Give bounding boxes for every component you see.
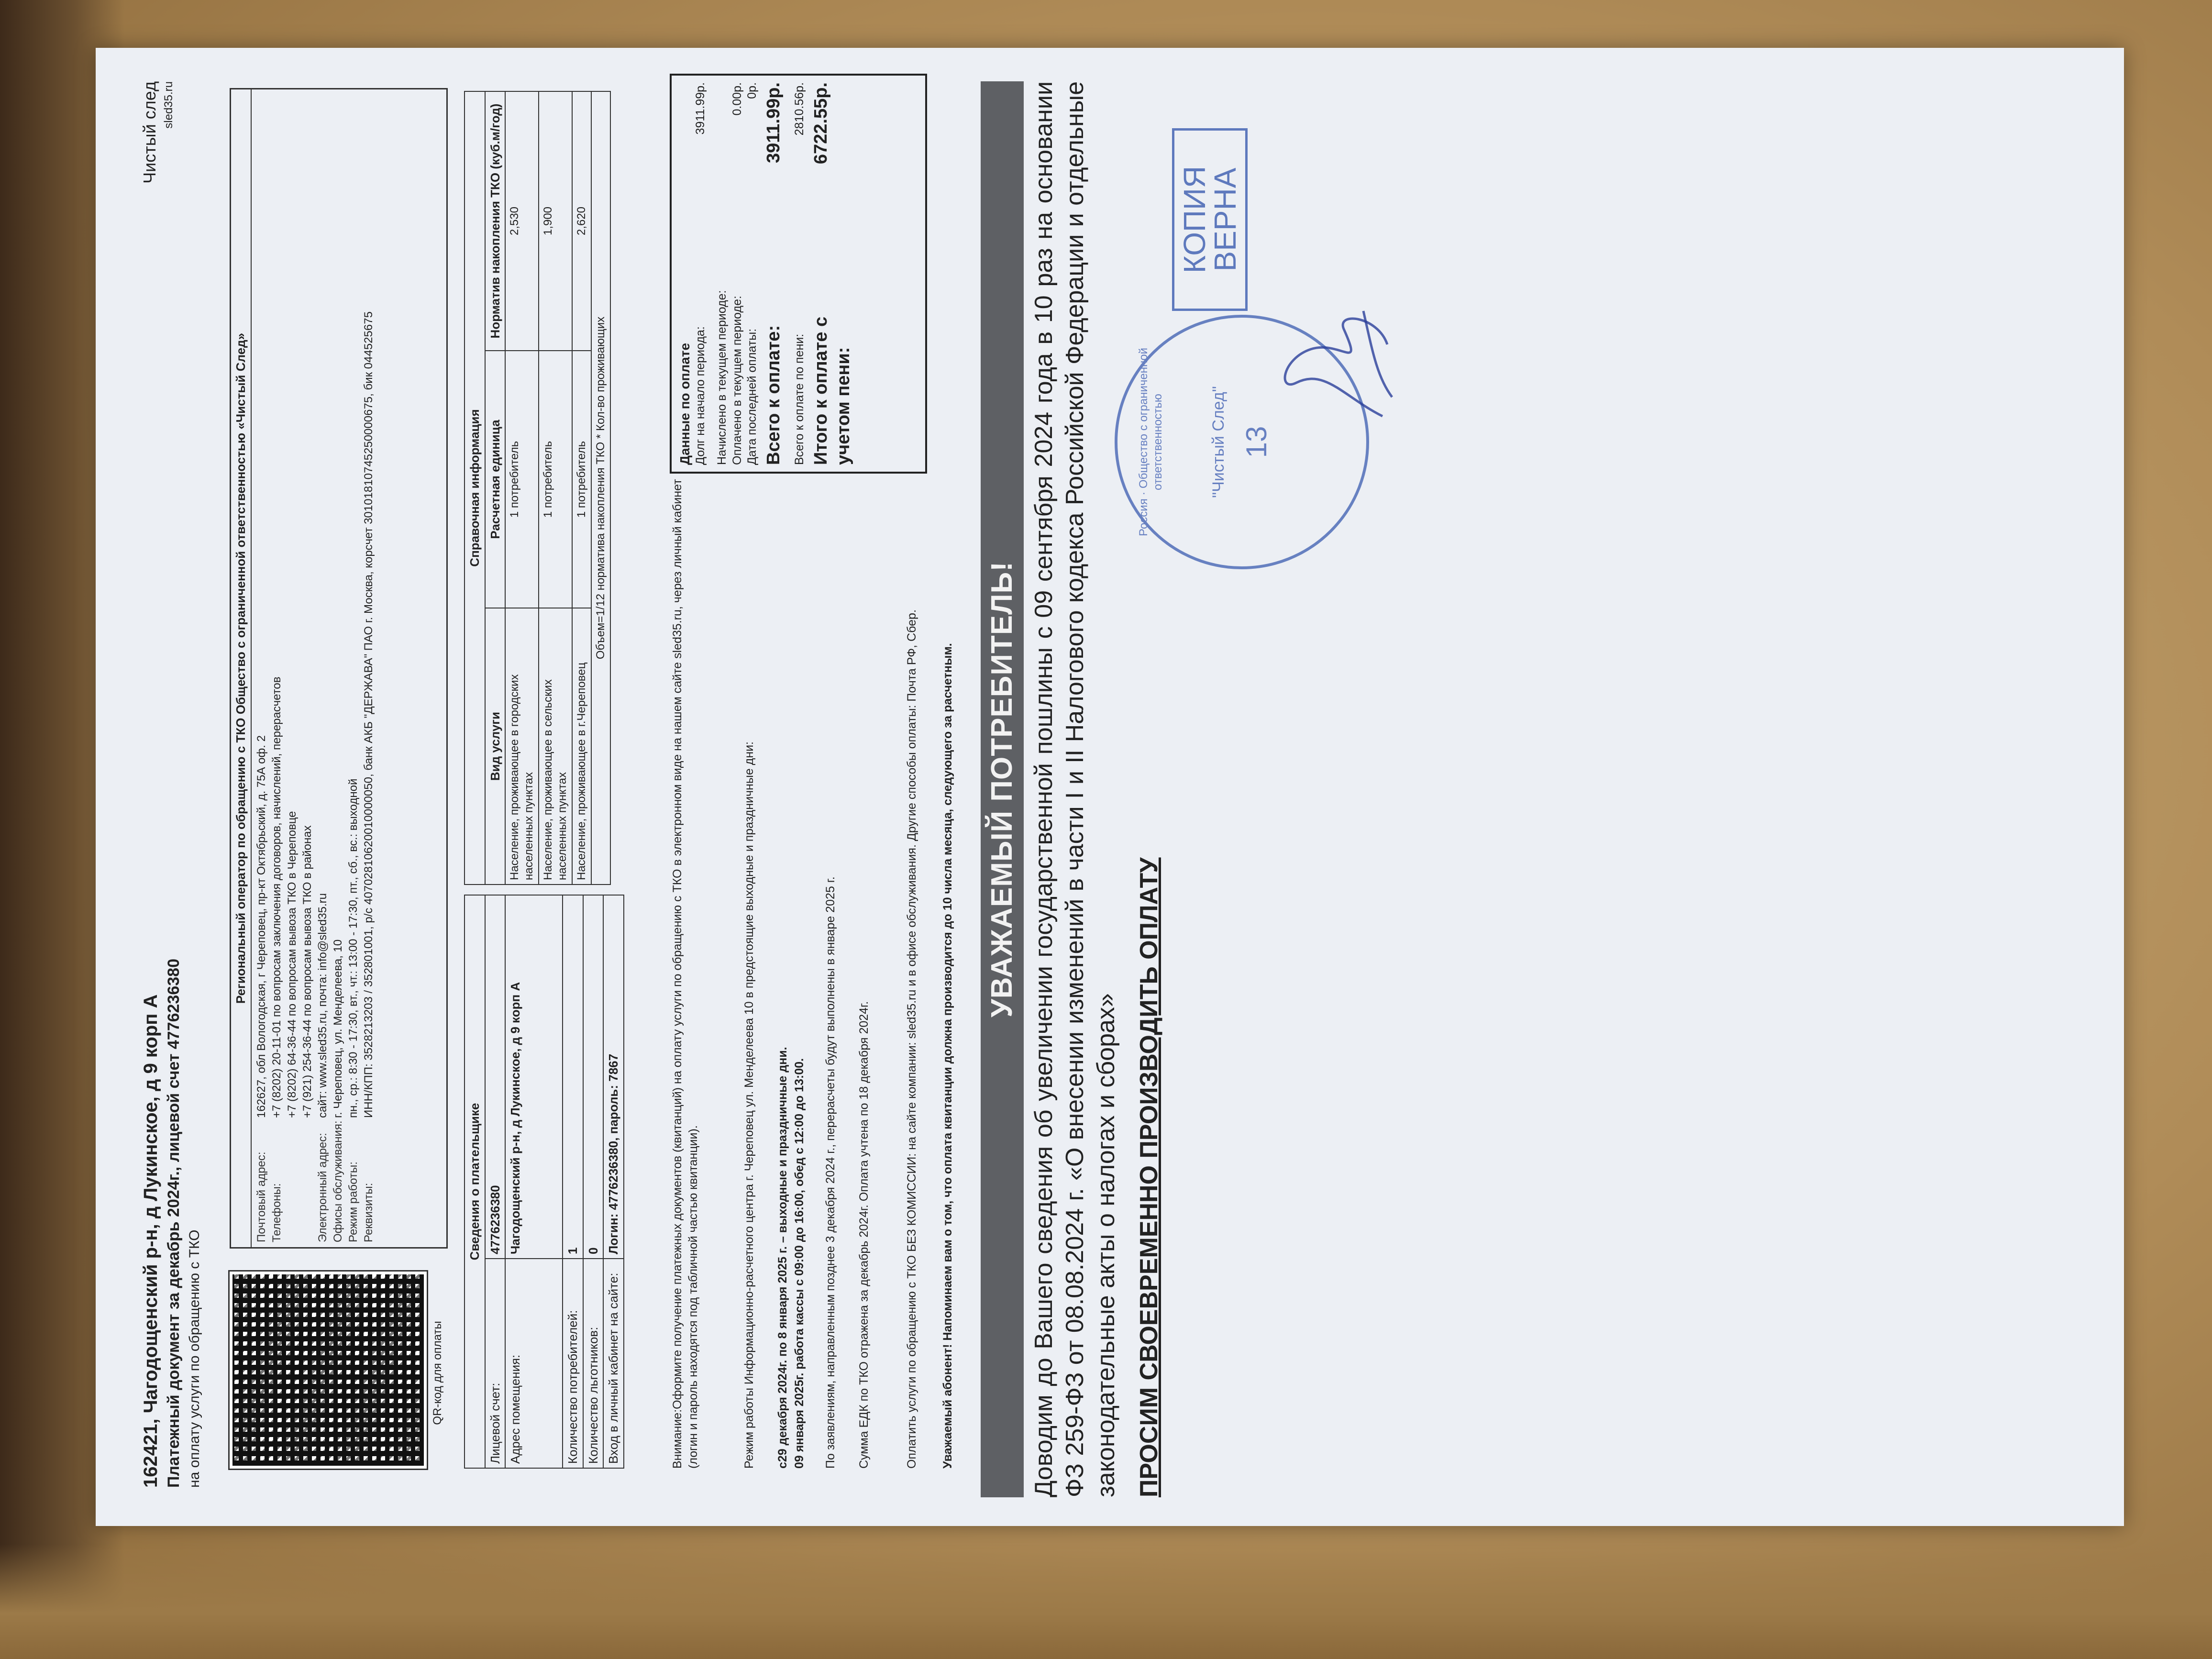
state-duty-notice: Доводим до Вашего сведения об увеличении государственной пошлины с 09 сентября 2024 года в 10 раз на основании ФЗ 259-ФЗ от 08.08.2024 г. «О внесении изменений в части I и II Налогового кодекса Российской Федерации и отдельные законодательные акты о налогах и сборах» bbox=[1030, 81, 1120, 1497]
beneficiaries-count: 0 bbox=[583, 895, 604, 1259]
signature bbox=[1268, 301, 1402, 426]
paper-sheet bbox=[96, 48, 2124, 1526]
payer-label: Лицевой счет: bbox=[485, 1259, 506, 1468]
service-type: Население, проживающее в сельских населенных пунктах bbox=[539, 608, 572, 885]
reference-header: Вид услуги bbox=[485, 608, 506, 885]
calc-unit: 1 потребитель bbox=[572, 351, 591, 608]
consumer-banner: УВАЖАЕМЫЙ ПОТРЕБИТЕЛЬ! bbox=[981, 81, 1024, 1497]
operator-label: Почтовый адрес: bbox=[254, 1151, 268, 1242]
operator-value: ИНН/КПП: 3528213203 / 352801001, р/с 40702810620010000050, банк АКБ "ДЕРЖАВА" ПАО г. Москва, корсчет 30101810745250000675, бик 044525675 bbox=[362, 311, 375, 1118]
table-surface bbox=[0, 1544, 2212, 1659]
reference-header: Расчетная единица bbox=[485, 351, 506, 608]
account-number: 4776236380 bbox=[485, 895, 506, 1259]
service-type: Население, проживающее в городских населенных пунктах bbox=[505, 608, 539, 885]
payment-methods-note: Оплатить услуги по обращению с ТКО БЕЗ КОМИССИИ: на сайте компании: sled35.ru и в офисе обслуживания. Другие способы оплаты: Почта РФ, Сбер. bbox=[905, 609, 918, 1469]
document-address-title: 162421, Чагодощенский р-н, д Лукинское, д 9 корп А bbox=[140, 994, 161, 1488]
premises-address: Чагодощенский р-н, д Лукинское, д 9 корп А bbox=[505, 895, 563, 1259]
operator-label: Электронный адрес: bbox=[316, 1133, 329, 1242]
total-value: 3911.99р. bbox=[763, 82, 784, 164]
operator-details bbox=[252, 89, 379, 1247]
brand-logo: Чистый след bbox=[140, 81, 159, 184]
operator-label: Телефоны: bbox=[270, 1183, 283, 1242]
penalty-label: Всего к оплате по пени: bbox=[792, 333, 806, 465]
operator-label: Режим работы: bbox=[346, 1161, 360, 1242]
grand-total-value: 6722.55р. bbox=[810, 82, 831, 165]
payer-label: Вход в личный кабинет на сайте: bbox=[603, 1259, 624, 1468]
recalc-note: По заявлениям, направленным позднее 3 декабря 2024 г., перерасчеты будут выполнены в январе 2025 г. bbox=[824, 876, 837, 1469]
paid-value: 0.00р. bbox=[730, 82, 744, 116]
table-row bbox=[505, 91, 539, 885]
service-type: Население, проживающее в г.Череповец bbox=[572, 608, 591, 885]
payer-label: Количество потребителей: bbox=[563, 1259, 583, 1468]
edk-note: Сумма ЕДК по ТКО отражена за декабрь 2024г. Оплата учтена по 18 декабря 2024г. bbox=[857, 1001, 871, 1469]
reference-title: Справочная информация bbox=[465, 91, 485, 885]
operator-label: Реквизиты: bbox=[362, 1183, 375, 1242]
operator-label: Офисы обслуживания: bbox=[331, 1120, 344, 1242]
payment-data-box bbox=[670, 74, 927, 474]
table-row bbox=[572, 91, 591, 885]
payer-label: Количество льготников: bbox=[583, 1259, 604, 1468]
norm-value: 2,620 bbox=[572, 91, 591, 351]
consumers-count: 1 bbox=[563, 895, 583, 1259]
operator-value: +7 (921) 254-36-44 по вопросам вывоза ТКО в районах bbox=[300, 825, 314, 1118]
payer-info-title: Сведения о плательщике bbox=[465, 895, 485, 1468]
personal-account-login: Логин: 4776236380, пароль: 7867 bbox=[603, 895, 624, 1259]
qr-code bbox=[230, 1272, 427, 1469]
operator-info-box bbox=[230, 88, 448, 1249]
copy-certified-stamp: КОПИЯ ВЕРНА bbox=[1172, 128, 1248, 311]
operator-label bbox=[300, 1118, 315, 1242]
grand-total-label: Итого к оплате с учетом пени: bbox=[810, 316, 854, 465]
schedule-cashier: 09 января 2025г. работа касcы с 09:00 до 16:00, обед с 12:00 до 13:00. bbox=[793, 1058, 806, 1469]
schedule-holidays: с29 декабря 2024г. по 8 января 2025 г. – выходные и праздничные дни. bbox=[776, 1047, 789, 1469]
stamp-company-name: "Чистый След" bbox=[1209, 386, 1228, 498]
norm-value: 1,900 bbox=[539, 91, 572, 351]
operator-value: +7 (8202) 64-36-44 по вопросам вывоза ТКО в Череповце bbox=[285, 811, 299, 1118]
payment-label: Начислено в текущем периоде: bbox=[715, 290, 729, 465]
pay-on-time-plea: ПРОСИМ СВОЕВРЕМЕННО ПРОИЗВОДИТЬ ОПЛАТУ bbox=[1135, 857, 1163, 1497]
stamp-round-text: Россия · Общество с ограниченной ответственностью bbox=[1137, 348, 1164, 536]
operator-value: 162627, обл Вологодская, г Череповец, пр-кт Октябрьский, д. 75А оф. 2 bbox=[254, 735, 268, 1118]
payment-label: Долг на начало периода: bbox=[694, 326, 707, 465]
payment-document bbox=[120, 62, 2100, 1516]
payer-info-table bbox=[464, 895, 624, 1469]
payment-label: Оплачено в текущем периоде: bbox=[730, 296, 744, 465]
document-subtitle-service: на оплату услуги по обращению с ТКО bbox=[187, 1229, 202, 1488]
operator-value: пн., ср.: 8:30 - 17:30, вт., чт.: 13:00 - 17:30, пт., сб., вс.: выходной bbox=[346, 778, 360, 1118]
attention-note: Внимание:Оформите получение платежных документов (квитанций) на оплату услуги по обращению с ТКО в электронном виде на нашем сайте sled35.ru, через личный кабинет (логин и пароль находятся под табличной частью квитанции). bbox=[671, 479, 700, 1469]
operator-value: г. Череповец, ул. Менделеева, 10 bbox=[331, 939, 344, 1118]
stamp-number: 13 bbox=[1240, 426, 1272, 458]
total-label: Всего к оплате: bbox=[763, 325, 784, 465]
norm-value: 2,530 bbox=[505, 91, 539, 351]
calc-unit: 1 потребитель bbox=[539, 351, 572, 608]
penalty-value: 2810.56р. bbox=[792, 82, 806, 136]
payment-label: Дата последней оплаты: bbox=[745, 328, 759, 465]
reference-header: Норматив накопления ТКО (куб.м/год) bbox=[485, 91, 506, 351]
document-subtitle: Платежный документ за декабрь 2024г., лицевой счет 4776236380 bbox=[165, 959, 183, 1488]
qr-label: QR-код для оплаты bbox=[431, 1321, 444, 1425]
calc-unit: 1 потребитель bbox=[505, 351, 539, 608]
operator-title: Региональный оператор по обращению с ТКО Общество с ограниченной ответственностью «Чистый След» bbox=[231, 89, 252, 1247]
table-row bbox=[539, 91, 572, 885]
operator-label bbox=[285, 1118, 299, 1242]
payment-reminder: Уважаемый абонент! Напоминаем вам о том, что оплата квитанции должна производится до 10 числа месяца, следующего за расчетным. bbox=[941, 643, 954, 1469]
payer-label: Адрес помещения: bbox=[505, 1259, 563, 1468]
payment-data-title: Данные по оплате bbox=[677, 343, 692, 465]
schedule-note: Режим работы Информационно-расчетного центра г. Череповец ул. Менделеева 10 в предстоящие выходные и праздничные дни: bbox=[742, 741, 756, 1469]
debt-start-value: 3911.99р. bbox=[694, 82, 707, 135]
reference-table bbox=[464, 91, 611, 885]
brand-site: sled35.ru bbox=[162, 81, 175, 129]
operator-value: сайт: www.sled35.ru, почта: info@sled35.ru bbox=[316, 893, 329, 1118]
reference-footnote: Объем=1/12 норматива накопления ТКО * Кол-во проживающих bbox=[591, 91, 610, 885]
last-payment-value: 0р. bbox=[745, 82, 759, 99]
operator-value: +7 (8202) 20-11-01 по вопросам заключения договоров, начислений, перерасчетов bbox=[270, 676, 283, 1118]
